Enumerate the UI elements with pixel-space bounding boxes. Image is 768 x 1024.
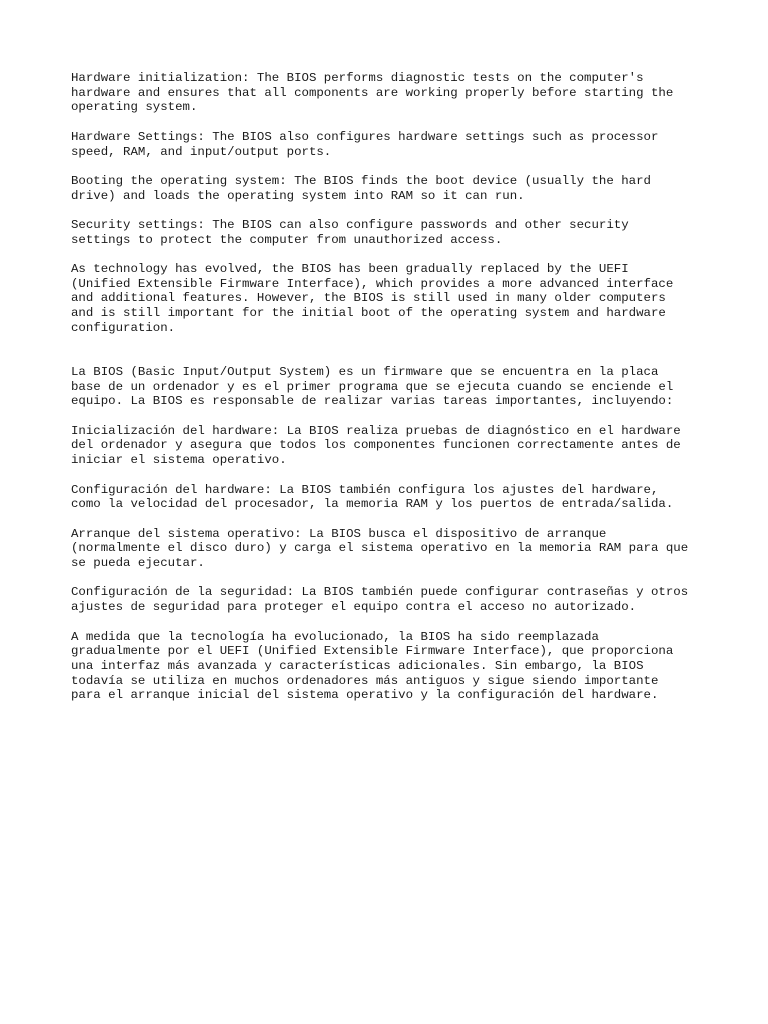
paragraph-hardware-initialization: Hardware initialization: The BIOS performs diagnostic tests on the computer's hardware and ensures that all components are working properly before starting the operating system.	[71, 71, 674, 115]
paragraph-arranque-es: Arranque del sistema operativo: La BIOS busca el dispositivo de arranque (normalmente el disco duro) y carga el sistema operativo en la memoria RAM para que se pueda ejecutar.	[71, 526, 689, 571]
paragraph-uefi-es: A medida que la tecnología ha evolucionado, la BIOS ha sido reemplazada gradualmente por el UEFI (Unified Extensible Firmware Interface), que proporciona una interfaz más avanzada y características adicionales. Sin embargo, la BIOS todavía se utiliza en muchos ordenadores más antiguos y sigue siendo importante para el arranque inicial del sistema operativo y la configuración del hardware.	[71, 629, 674, 703]
paragraph-bios-intro-es: La BIOS (Basic Input/Output System) es un firmware que se encuentra en la placa base de un ordenador y es el primer programa que se ejecuta cuando se enciende el equipo. La BIOS es responsable de realizar varias tareas importantes, incluyendo:	[71, 364, 674, 409]
paragraph-hardware-settings: Hardware Settings: The BIOS also configures hardware settings such as processor speed, RAM, and input/output ports.	[71, 129, 659, 159]
paragraph-security-settings: Security settings: The BIOS can also configure passwords and other security settings to protect the computer from unauthorized access.	[71, 217, 629, 247]
paragraph-seguridad-es: Configuración de la seguridad: La BIOS también puede configurar contraseñas y otros ajustes de seguridad para proteger el equipo contra el acceso no autorizado.	[71, 585, 689, 615]
paragraph-configuracion-hardware-es: Configuración del hardware: La BIOS también configura los ajustes del hardware, como la velocidad del procesador, la memoria RAM y los puertos de entrada/salida.	[71, 482, 674, 512]
paragraph-inicializacion-es: Inicialización del hardware: La BIOS realiza pruebas de diagnóstico en el hardware del ordenador y asegura que todos los componentes funcionen correctamente antes de iniciar el sistema operativo.	[71, 423, 681, 468]
paragraph-uefi-evolution: As technology has evolved, the BIOS has been gradually replaced by the UEFI (Unified Extensible Firmware Interface), which provides a more advanced interface and additional features. However, the BIOS is still used in many older computers and is still important for the initial boot of the operating system and hardware configuration.	[71, 262, 674, 335]
document-page	[71, 71, 711, 718]
paragraph-booting-os: Booting the operating system: The BIOS finds the boot device (usually the hard drive) and loads the operating system into RAM so it can run.	[71, 173, 651, 203]
